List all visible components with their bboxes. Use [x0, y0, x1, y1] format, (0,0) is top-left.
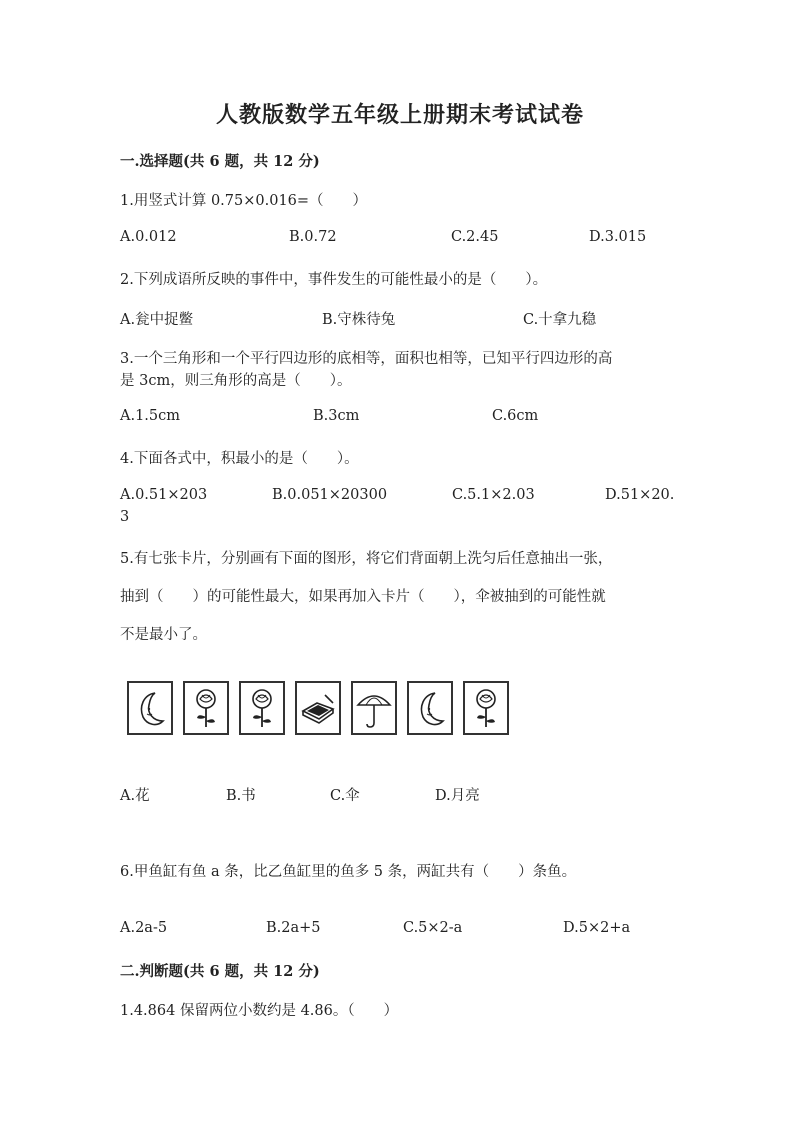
q4-option-a: A.0.51×203: [120, 487, 208, 503]
judgement-1: 1.4.864 保留两位小数约是 4.86。（ ）: [120, 1003, 399, 1019]
card-flower: [463, 681, 509, 735]
q1-option-a: A.0.012: [120, 229, 177, 245]
card-row: [127, 681, 509, 739]
q3-option-b: B.3cm: [313, 408, 360, 424]
question-5-line-3: 不是最小了。: [120, 627, 207, 643]
flower-icon: [243, 685, 281, 731]
section-heading-choice: 一.选择题(共 6 题，共 12 分): [120, 153, 320, 170]
q6-option-d: D.5×2+a: [563, 920, 631, 936]
flower-icon: [187, 685, 225, 731]
question-3-line-2: 是 3cm，则三角形的高是（ ）。: [120, 373, 352, 389]
q1-option-d: D.3.015: [589, 229, 647, 245]
section-heading-judgement: 二.判断题(共 6 题，共 12 分): [120, 963, 320, 980]
moon-icon: [131, 685, 169, 731]
umbrella-icon: [355, 685, 393, 731]
q5-option-c: C.伞: [330, 788, 360, 804]
q4-option-c: C.5.1×2.03: [452, 487, 535, 503]
card-moon: [407, 681, 453, 735]
book-icon: [299, 685, 337, 731]
q2-option-c: C.十拿九稳: [523, 312, 597, 328]
card-moon: [127, 681, 173, 735]
q6-option-b: B.2a+5: [266, 920, 321, 936]
q1-option-c: C.2.45: [451, 229, 499, 245]
question-2: 2.下列成语所反映的事件中，事件发生的可能性最小的是（ ）。: [120, 272, 548, 288]
flower-icon: [467, 685, 505, 731]
q2-option-b: B.守株待兔: [322, 312, 396, 328]
q2-option-a: A.瓮中捉鳖: [120, 312, 194, 328]
question-6: 6.甲鱼缸有鱼 a 条，比乙鱼缸里的鱼多 5 条，两缸共有（ ）条鱼。: [120, 864, 577, 880]
exam-title: 人教版数学五年级上册期末考试试卷: [215, 102, 584, 128]
card-umbrella: [351, 681, 397, 735]
card-book: [295, 681, 341, 735]
moon-icon: [411, 685, 449, 731]
question-4: 4.下面各式中，积最小的是（ ）。: [120, 451, 359, 467]
question-3-line-1: 3.一个三角形和一个平行四边形的底相等，面积也相等，已知平行四边形的高: [120, 351, 613, 367]
q3-option-c: C.6cm: [492, 408, 539, 424]
q5-option-d: D.月亮: [435, 788, 480, 804]
q6-option-c: C.5×2-a: [403, 920, 463, 936]
q1-option-b: B.0.72: [289, 229, 337, 245]
q5-option-a: A.花: [120, 788, 150, 804]
q4-option-d: D.51×20.: [605, 487, 675, 503]
q3-option-a: A.1.5cm: [120, 408, 181, 424]
question-5-line-2: 抽到（ ）的可能性最大，如果再加入卡片（ ），伞被抽到的可能性就: [120, 589, 606, 605]
card-flower: [183, 681, 229, 735]
question-1: 1.用竖式计算 0.75×0.016=（ ）: [120, 193, 368, 209]
card-flower: [239, 681, 285, 735]
q4-option-d-wrap: 3: [120, 509, 130, 525]
question-5-line-1: 5.有七张卡片，分别画有下面的图形，将它们背面朝上洗匀后任意抽出一张，: [120, 551, 613, 567]
q4-option-b: B.0.051×20300: [272, 487, 388, 503]
q5-option-b: B.书: [226, 788, 256, 804]
q6-option-a: A.2a-5: [120, 920, 168, 936]
